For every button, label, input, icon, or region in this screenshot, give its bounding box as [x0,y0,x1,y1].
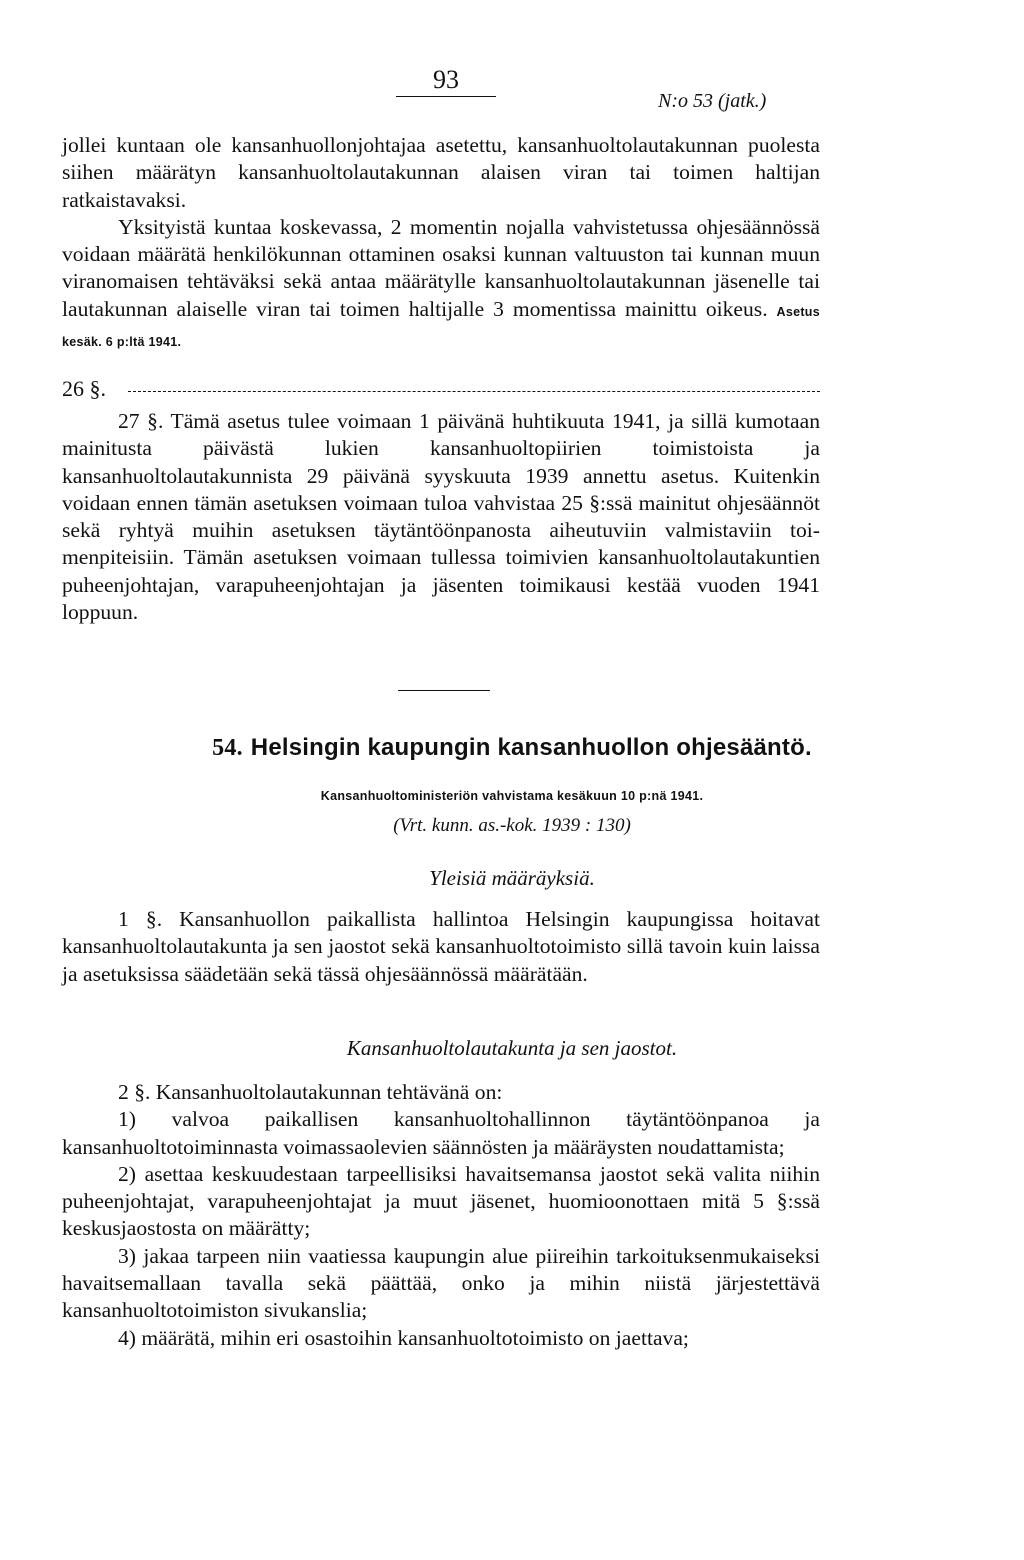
document-title-text: Helsingin kaupungin kansanhuollon ohjesääntö. [250,734,812,761]
section-heading: Kansanhuoltolautakunta ja sen jaostot. [346,1036,678,1060]
list-item: 1) valvoa paikallisen kansanhuoltohallinnon täytäntöönpanoa ja kansanhuoltotoiminnasta voimassaolevien säännösten ja määräysten noudattamista; [62,1107,820,1159]
paragraph: 2 §. Kansanhuoltolautakunnan tehtävänä on: [118,1080,503,1104]
continuation-text [62,132,820,356]
section-label: 26 §. [62,376,106,401]
list-item: 2) asettaa keskuudestaan tarpeellisiksi havaitsemansa jaostot sekä valita niihin puheenjohtajat, varapuheenjohtajat ja muut jäsenet, huomioonottaen mitä 5 §:ssä keskusjaostosta on määrätty; [62,1161,820,1241]
section-2 [62,1079,820,1352]
list-item: 3) jakaa tarpeen niin vaatiessa kaupungin alue piireihin tarkoituksenmukaiseksi havaitsemallaan tavalla sekä päättää, onko ja mihin niistä järjestettävä kansanhuoltotoimiston sivukanslia; [62,1243,820,1323]
paragraph [62,214,820,356]
paragraph: 27 §. Tämä asetus tulee voimaan 1 päivänä huhtikuuta 1941, ja sillä kumotaan mainitusta päivästä lukien kansanhuoltopiirien toimistoista ja kansanhuoltolautakunnista 29 päivänä syyskuuta 1939 annettu asetus. Kuitenkin voidaan ennen tämän asetuksen voimaan tuloa vahvistaa 25 §:ssä mainitut ohjesäännöt sekä ryhtyä muihin asetuksen täytäntöönpanosta aiheutuviin valmistaviin toimenpiteisiin. Tämän asetuksen voimaan tullessa toimivien kansanhuoltolautakuntien puheenjohtajan, varapuheenjohtajan ja jäsenten toimikausi kestää vuoden 1941 loppuun. [62,409,820,625]
section-27 [62,408,820,626]
paragraph-text: Yksityistä kuntaa koskevassa, 2 momentin nojalla vahvistetussa ohjesäännössä voidaan määrätä henkilökunnan ottaminen osaksi kunnan valtuuston tai kunnan muun viranomaisen tehtäväksi sekä antaa määrätylle kansanhuoltolautakunnan jäsenelle tai lautakunnan alaiselle viran tai toimen haltijalle 3 momentissa mainittu oikeus. [62,214,820,321]
document-subtitle: Kansanhuoltoministeriön vahvistama kesäkuun 10 p:nä 1941. [320,789,704,803]
section-26-omitted [62,374,820,404]
list-item: 4) määrätä, mihin eri osastoihin kansanhuoltotoimisto on jaettava; [118,1325,689,1350]
paragraph: jollei kuntaan ole kansanhuollonjohtajaa asetettu, kansanhuoltolautakunnan puolesta siihen määrätyn kansanhuoltolautakunnan alaisen viran tai toimen haltijan ratkaistavaksi. [62,133,820,212]
page-number: 93 [433,65,459,94]
separator-rule [398,690,490,691]
section-heading: Yleisiä määräyksiä. [429,866,595,890]
document-reference: (Vrt. kunn. as.-kok. 1939 : 130) [393,815,631,836]
decree-note: Asetus kesäk. 6 p:ltä 1941. [62,304,820,350]
series-reference: N:o 53 (jatk.) [658,90,767,112]
page-number-rule [396,96,496,97]
omission-dashes [128,391,820,392]
document-number: 54. [212,735,243,761]
section-1 [62,906,820,988]
document-title [0,734,1024,762]
paragraph: 1 §. Kansanhuollon paikallista hallintoa Helsingin kaupungissa hoitavat kansanhuoltolautakunta ja sen jaostot sekä kansanhuoltotoimisto sillä tavoin kuin laissa ja asetuksissa säädetään sekä tässä ohjesäännössä määrätään. [62,907,820,986]
